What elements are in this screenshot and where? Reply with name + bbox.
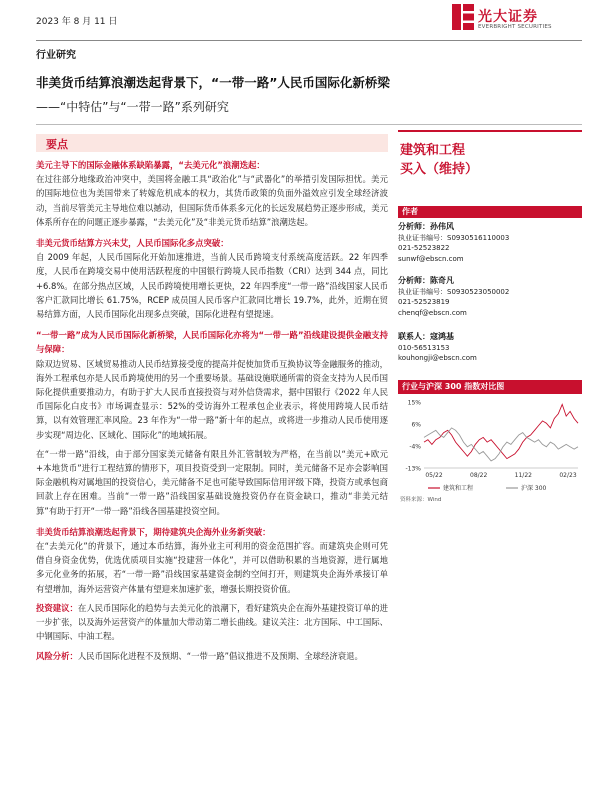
main-body <box>36 156 388 663</box>
header-divider <box>36 40 582 41</box>
risk-analysis-text: 人民币国际化进程不及预期、“一带一路”倡议推进不及预期、全球经济衰退。 <box>77 650 363 661</box>
company-logo <box>452 4 582 40</box>
analyst-name: 分析师：孙伟风 <box>398 222 454 231</box>
contact-email[interactable]: kouhongji@ebscn.com <box>398 354 477 362</box>
legend-label: 沪深 300 <box>521 485 547 492</box>
author-header-bar <box>398 206 582 218</box>
contact-card <box>398 332 582 364</box>
report-date: 2023 年 8 月 11 日 <box>36 17 118 27</box>
investment-advice-label: 投资建议： <box>36 602 78 613</box>
report-title: 非美货币结算浪潮迭起背景下，“一带一路”人民币国际化新桥梁 <box>36 75 390 90</box>
x-tick-label: 11/22 <box>514 472 532 479</box>
analyst-card <box>398 222 582 264</box>
analyst-phone: 021-52523822 <box>398 244 450 252</box>
report-subtitle: ——“中特估”与“一带一路”系列研究 <box>36 100 229 114</box>
y-tick-label: 15% <box>407 399 421 407</box>
x-tick-label: 05/22 <box>425 472 443 479</box>
paragraph: 除双边贸易、区域贸易推动人民币结算接受度的提高并促使加货币互换协议等金融服务的推动，海外工程承包亦是人民币跨境使用的另一个重要场景。基础设施联通所需的资金支持为人民币国际化提供重要推动力，有助于扩大人民币直接投资与对外信贷需求，据中国银行《2022 年人民币国际化白皮书》市场调查显示：52%的受访海外工程承包企业表示，将使用跨境人民币结算，以有效管理汇率风险。23 年作为“一带一路”新十年的起点，或将进一步推动人民币使用逐步实现“周边化、区域化、国际化”的地域拓展。 <box>36 358 388 440</box>
logo-text-en: EVERBRIGHT SECURITIES <box>478 24 552 30</box>
legend-label: 建筑和工程 <box>443 485 474 492</box>
sector-name: 建筑和工程 <box>400 143 466 158</box>
x-tick-label: 08/22 <box>470 472 488 479</box>
y-tick-label: 6% <box>411 421 421 429</box>
paragraph: 在“一带一路”沿线，由于部分国家美元储备有限且外汇管制较为严格，在当前以“美元+欧元+本地货币”进行工程结算的情形下，项目投资受到一定限制。同时，美元储备不足亦会影响国际金融机构对属地国的投资信心，美元储备不足也可能导致国际信用评级下降，投资方或承包商回款上存在困难。当前“一带一路”沿线国家基础设施投资仍存在资金缺口，推动“非美元结算”有助于打开“一带一路”沿线各国基建投资空间。 <box>36 448 388 516</box>
key-points-label: 要点 <box>46 138 68 151</box>
paragraph: 在过往部分地缘政治冲突中，美国将金融工具“政治化”与“武器化”的举措引发国际担忧。美元的国际地位也为美国带来了转嫁危机成本的权力，其货币政策的负面外溢效应引发全球经济波动，当前尽管美元主导地位难以撼动，但国际货币体系多元化的长远发展趋势正逐步形成，美元体系所存在的问题正逐步暴露，“去美元化”及“非美元货币结算”浪潮迭起。 <box>36 174 388 227</box>
analyst-name: 分析师：陈奇凡 <box>398 276 454 285</box>
analyst-phone: 021-52523819 <box>398 298 450 306</box>
section-heading: 美元主导下的国际金融体系缺陷暴露，“去美元化”浪潮迭起： <box>36 160 265 170</box>
series-line-csi300 <box>424 428 578 461</box>
section-heading: 非美货币结算浪潮迭起背景下，期待建筑央企海外业务新突破： <box>36 526 271 537</box>
y-tick-label: -4% <box>409 443 421 451</box>
contact-name: 联系人：寇鸿基 <box>398 332 454 341</box>
analyst-email[interactable]: sunwf@ebscn.com <box>398 254 464 263</box>
chart-title: 行业与沪深 300 指数对比图 <box>402 382 505 391</box>
rating: 买入（维持） <box>400 162 479 177</box>
author-header: 作者 <box>402 207 418 216</box>
investment-advice-text: 在人民币国际化的趋势与去美元化的浪潮下，看好建筑央企在海外基建投资订单的进一步扩张，以及海外运营资产的体量加大带动第二增长曲线。建议关注：北方国际、中工国际、中钢国际、中油工程。 <box>36 602 388 642</box>
report-category: 行业研究 <box>36 50 76 61</box>
key-points-bar <box>36 134 388 152</box>
investment-advice <box>36 601 388 644</box>
title-divider <box>36 124 582 125</box>
paragraph: 自 2009 年起，人民币国际化开始加速推进，当前人民币跨境支付系统高度活跃。22 年四季度，人民币在跨境交易中使用活跃程度的中国银行跨境人民币指数（CRI）达到 344 点，同比+6.8%。在部分热点区域，人民币跨境使用增长更快，22 年四季度“一带一路”沿线国家人民币客户汇款同比增长 61.75%，RCEP 成员国人民币客户汇款同比增长 19.7%，此外，近期在贸易结算方面，人民币国际化出现多点突破，国际化进程有望提速。 <box>36 252 388 320</box>
section-heading: 非美元货币结算方兴未艾，人民币国际化多点突破： <box>36 238 229 249</box>
chart-source: 资料来源：Wind <box>400 497 442 503</box>
y-tick-label: -13% <box>405 465 421 473</box>
index-comparison-chart <box>398 398 582 518</box>
contact-phone: 010-56513153 <box>398 343 450 352</box>
analyst-cert: 执业证书编号：S0930516110003 <box>398 233 510 242</box>
sidebar-divider <box>398 130 582 132</box>
section-heading: “一带一路”成为人民币国际化新桥梁，人民币国际化亦将为“一带一路”沿线建设提供金融支持与保障： <box>36 330 388 355</box>
x-tick-label: 02/23 <box>559 472 577 479</box>
logo-text-cn: 光大证券 <box>478 9 538 25</box>
chart-title-bar <box>398 380 582 394</box>
risk-analysis-label: 风险分析： <box>36 650 78 661</box>
analyst-cert: 执业证书编号：S0930523050002 <box>398 287 510 296</box>
analyst-email[interactable]: chenqf@ebscn.com <box>398 308 467 317</box>
risk-analysis <box>36 649 388 663</box>
analyst-card <box>398 276 582 318</box>
everbright-logo-icon <box>452 4 474 30</box>
paragraph: 在“去美元化”的背景下，通过本币结算，海外业主可利用的资金范围扩容。而建筑央企则可凭借自身资金优势，优选优质项目实施“投建营一体化”，并可以借助积累的当地资源，进行属地多元化业务的拓展，若“一带一路”沿线国家基建资金制约空间打开，则建筑央企海外承接订单有望增加，海外运营资产体量有望迎来加速扩张，增强长期投资价值。 <box>36 541 388 594</box>
